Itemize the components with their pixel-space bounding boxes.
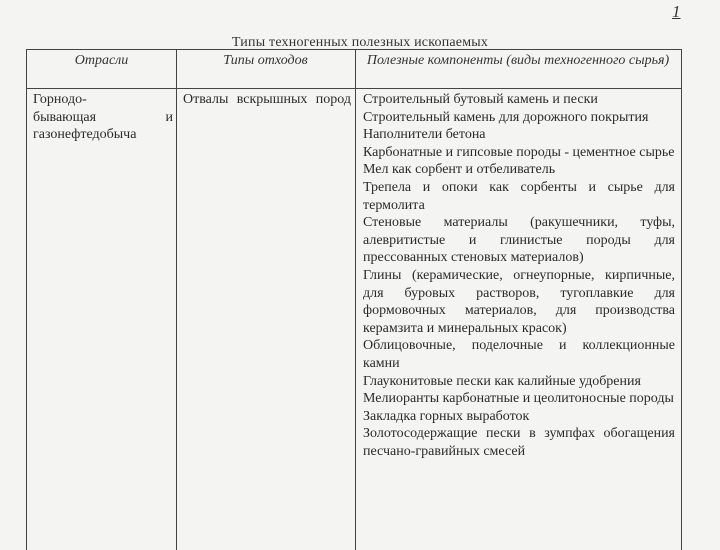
column-header-waste-types: Типы отходов [223,53,308,68]
component-item: Мел как сорбент и отбеливатель [363,162,556,178]
mineral-types-table [26,49,682,550]
component-item: Наполнители бетона [363,127,486,143]
document-title: Типы техногенных полезных ископаемых [231,35,489,50]
column-header-industries: Отрасли [74,53,129,68]
column-divider [176,50,177,550]
component-item: Трепела и опоки как сорбенты и сырье для термолита [363,179,675,213]
component-item: Глауконитовые пески как калийные удобрения [363,373,641,389]
industry-line: бывающая и [33,109,173,125]
component-item: Глины (керамические, огнеупорные, кирпичные, для буровых растворов, тугоплавкие для формовочных материалов, для производства керамзита и минеральных красок) [363,267,675,336]
column-header-components: Полезные компоненты (виды техногенного сырья) [366,53,670,68]
component-item: Карбонатные и гипсовые породы - цементное сырье [363,144,675,160]
waste-type-cell: Отвалы вскрышных пород [183,92,351,107]
component-item: Мелиоранты карбонатные и цеолитоносные породы [363,391,674,407]
component-item: Строительный бутовый камень и пески [363,92,598,107]
components-cell [363,91,675,460]
component-item: Стеновые материалы (ракушечники, туфы, алевритистые и глинистые породы для прессованных стеновых материалов) [363,215,675,266]
industry-line: Горнодо- [33,92,87,107]
header-divider [27,88,681,89]
component-item: Золотосодержащие пески в зумпфах обогащения песчано-гравийных смесей [363,426,675,459]
component-item: Строительный камень для дорожного покрытия [363,109,649,125]
page-number: 1 [672,2,681,21]
component-item: Облицовочные, поделочные и коллекционные камни [363,338,675,371]
column-divider [355,50,356,550]
industry-line: газонефтедобыча [33,127,137,143]
industry-cell [33,91,173,144]
component-item: Закладка горных выработок [363,408,530,424]
